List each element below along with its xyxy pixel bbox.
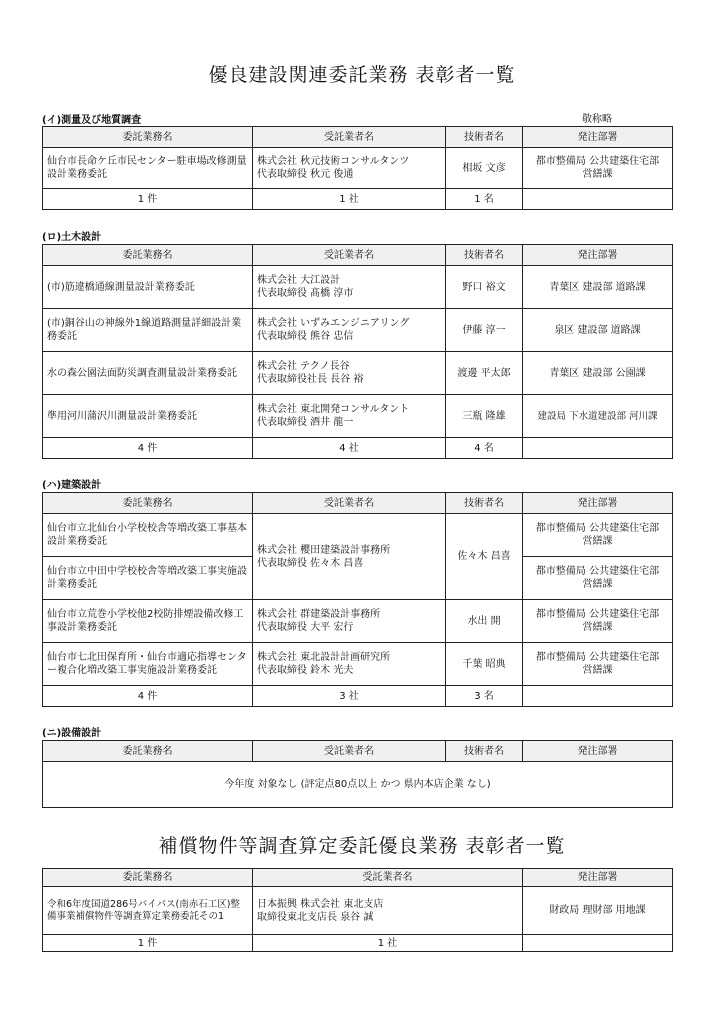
header-contractor: 受託業者名 [253, 245, 446, 266]
ordering-dept: 青葉区 建設部 公園課 [523, 352, 673, 395]
table-row [43, 762, 673, 808]
header-contractor: 受託業者名 [253, 493, 446, 514]
engineer-name: 渡邊 平太郎 [446, 352, 523, 395]
compensation-table [42, 868, 673, 952]
header-work: 委託業務名 [43, 741, 253, 762]
header-work: 委託業務名 [43, 869, 253, 887]
engineer-name: 千葉 昭典 [446, 643, 523, 686]
ordering-dept: 建設局 下水道建設部 河川課 [523, 395, 673, 438]
civil-table [42, 244, 673, 459]
total-engineers: 4 名 [446, 438, 523, 459]
work-name: 仙台市立荒巻小学校他2校防排煙設備改修工事設計業務委託 [43, 600, 253, 643]
ordering-dept: 青葉区 建設部 道路課 [523, 266, 673, 309]
honorific-note: 敬称略 [582, 114, 612, 125]
header-engineer: 技術者名 [446, 493, 523, 514]
ordering-dept: 泉区 建設部 道路課 [523, 309, 673, 352]
header-engineer: 技術者名 [446, 741, 523, 762]
architecture-table [42, 492, 673, 707]
work-name: 仙台市長命ケ丘市民センター駐車場改修測量設計業務委託 [43, 148, 253, 189]
header-work: 委託業務名 [43, 127, 253, 148]
header-contractor: 受託業者名 [253, 127, 446, 148]
work-name: 準用河川蒲沢川測量設計業務委託 [43, 395, 253, 438]
header-dept: 発注部署 [523, 869, 673, 887]
no-recipients-text: 今年度 対象なし (評定点80点以上 かつ 県内本店企業 なし) [43, 762, 673, 808]
engineer-name: 水出 開 [446, 600, 523, 643]
table-row [43, 352, 673, 395]
contractor-name: 日本振興 株式会社 東北支店 取締役東北支店長 泉谷 誠 [253, 887, 523, 935]
survey-table [42, 126, 673, 210]
header-engineer: 技術者名 [446, 245, 523, 266]
page-title: 優良建設関連委託業務 表彰者一覧 [208, 64, 516, 86]
total-blank [523, 935, 673, 952]
total-works: 1 件 [43, 935, 253, 952]
header-dept: 発注部署 [523, 127, 673, 148]
ordering-dept: 都市整備局 公共建築住宅部 営繕課 [523, 600, 673, 643]
table-row [43, 148, 673, 189]
engineer-name: 相坂 文彦 [446, 148, 523, 189]
contractor-name: 株式会社 櫻田建築設計事務所 代表取締役 佐々木 昌喜 [253, 514, 446, 600]
total-companies: 1 社 [253, 189, 446, 210]
total-works: 4 件 [43, 438, 253, 459]
ordering-dept: 都市整備局 公共建築住宅部 営繕課 [523, 148, 673, 189]
total-works: 1 件 [43, 189, 253, 210]
total-works: 4 件 [43, 686, 253, 707]
contractor-name: 株式会社 東北設計計画研究所 代表取締役 鈴木 光夫 [253, 643, 446, 686]
total-companies: 3 社 [253, 686, 446, 707]
header-contractor: 受託業者名 [253, 741, 446, 762]
header-dept: 発注部署 [523, 245, 673, 266]
engineer-name: 佐々木 昌喜 [446, 514, 523, 600]
header-dept: 発注部署 [523, 741, 673, 762]
section-label-survey: (イ)測量及び地質調査 [42, 115, 142, 126]
contractor-name: 株式会社 東北開発コンサルタント 代表取締役 酒井 龍一 [253, 395, 446, 438]
work-name: 水の森公園法面防災調査測量設計業務委託 [43, 352, 253, 395]
engineer-name: 野口 裕文 [446, 266, 523, 309]
work-name: (市)銅谷山の神線外1線道路測量詳細設計業務委託 [43, 309, 253, 352]
total-blank [523, 438, 673, 459]
table-header-row [43, 869, 673, 887]
table-row [43, 309, 673, 352]
header-work: 委託業務名 [43, 493, 253, 514]
work-name: 令和6年度国道286号バイパス(南赤石工区)整備事業補償物件等調査算定業務委託その1 [43, 887, 253, 935]
table-row [43, 600, 673, 643]
table-header-row [43, 493, 673, 514]
contractor-name: 株式会社 大江設計 代表取締役 髙橋 淳市 [253, 266, 446, 309]
work-name: 仙台市立北仙台小学校校舎等増改築工事基本設計業務委託 [43, 514, 253, 557]
section-label-architecture: (ハ)建築設計 [42, 480, 102, 491]
section-label-equipment: (ニ)設備設計 [42, 728, 102, 739]
totals-row [43, 189, 673, 210]
header-engineer: 技術者名 [446, 127, 523, 148]
engineer-name: 伊藤 淳一 [446, 309, 523, 352]
table-row [43, 514, 673, 557]
equipment-table [42, 740, 673, 808]
totals-row [43, 438, 673, 459]
compensation-title: 補償物件等調査算定委託優良業務 表彰者一覧 [158, 835, 566, 857]
total-engineers: 1 名 [446, 189, 523, 210]
ordering-dept: 都市整備局 公共建築住宅部 営繕課 [523, 514, 673, 557]
table-header-row [43, 127, 673, 148]
table-row [43, 395, 673, 438]
contractor-name: 株式会社 いずみエンジニアリング 代表取締役 熊谷 忠信 [253, 309, 446, 352]
header-work: 委託業務名 [43, 245, 253, 266]
table-header-row [43, 741, 673, 762]
table-header-row [43, 245, 673, 266]
table-row [43, 643, 673, 686]
totals-row [43, 935, 673, 952]
total-blank [523, 686, 673, 707]
total-engineers: 3 名 [446, 686, 523, 707]
section-label-civil: (ロ)土木設計 [42, 232, 102, 243]
total-companies: 1 社 [253, 935, 523, 952]
work-name: 仙台市立中田中学校校舎等増改築工事実施設計業務委託 [43, 557, 253, 600]
ordering-dept: 財政局 理財部 用地課 [523, 887, 673, 935]
engineer-name: 三瓶 隆雄 [446, 395, 523, 438]
total-blank [523, 189, 673, 210]
total-companies: 4 社 [253, 438, 446, 459]
ordering-dept: 都市整備局 公共建築住宅部 営繕課 [523, 557, 673, 600]
work-name: 仙台市七北田保育所・仙台市適応指導センター複合化増改築工事実施設計業務委託 [43, 643, 253, 686]
ordering-dept: 都市整備局 公共建築住宅部 営繕課 [523, 643, 673, 686]
table-row [43, 887, 673, 935]
contractor-name: 株式会社 群建築設計事務所 代表取締役 大平 宏行 [253, 600, 446, 643]
work-name: (市)筋違橋通線測量設計業務委託 [43, 266, 253, 309]
contractor-name: 株式会社 秋元技術コンサルタンツ 代表取締役 秋元 俊通 [253, 148, 446, 189]
header-contractor: 受託業者名 [253, 869, 523, 887]
table-row [43, 266, 673, 309]
header-dept: 発注部署 [523, 493, 673, 514]
totals-row [43, 686, 673, 707]
contractor-name: 株式会社 テクノ長谷 代表取締役社長 長谷 裕 [253, 352, 446, 395]
